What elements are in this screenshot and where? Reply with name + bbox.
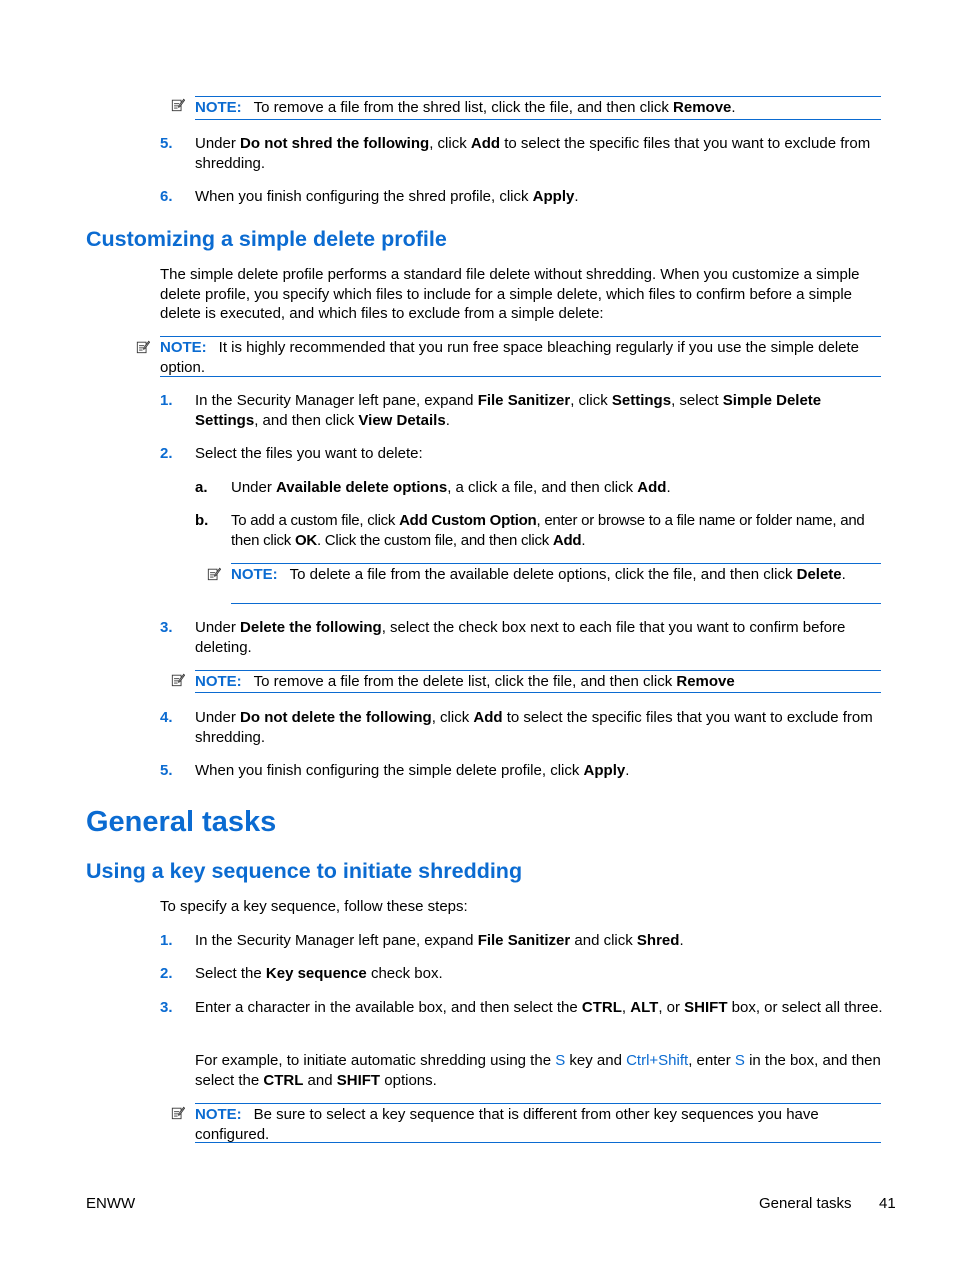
list-number: 4.: [160, 709, 173, 726]
list-number: 2.: [160, 965, 173, 982]
note-icon: [171, 98, 185, 112]
list-item: Under Delete the following, select the check box next to each file that you want to confirm before deleting.: [195, 619, 846, 656]
list-number: 5.: [160, 135, 173, 152]
footer-left: ENWW: [86, 1195, 136, 1212]
list-number: 1.: [160, 392, 173, 409]
note-icon: [207, 567, 221, 581]
list-item: Enter a character in the available box, and then select the CTRL, ALT, or SHIFT box, or select all three.: [195, 999, 883, 1016]
footer-section: General tasks: [759, 1195, 852, 1212]
sublist-letter: a.: [195, 479, 208, 496]
note-icon: [136, 340, 150, 354]
list-number: 1.: [160, 932, 173, 949]
list-number: 3.: [160, 619, 173, 636]
note-label: NOTE:: [195, 99, 242, 116]
chapter-heading: General tasks: [86, 806, 277, 838]
list-item: In the Security Manager left pane, expand File Sanitizer and click Shred.: [195, 932, 684, 949]
section-heading: Customizing a simple delete profile: [86, 227, 447, 251]
list-number: 5.: [160, 762, 173, 779]
sublist-item: To add a custom file, click Add Custom Option, enter or browse to a file name or folder name, and then click OK. Click the custom file, and then click Add.: [231, 512, 865, 549]
page-number: 41: [879, 1195, 896, 1212]
list-item: Under Do not delete the following, click Add to select the specific files that you want to exclude from shredding.: [195, 709, 873, 746]
note-delete-option: NOTE: To delete a file from the available delete options, click the file, and then click Delete.: [231, 563, 881, 604]
paragraph: The simple delete profile performs a standard file delete without shredding. When you customize a simple delete profile, you specify which files to include for a simple delete, which files to confirm before a simple delete is executed, and which files to exclude from a simple delete:: [160, 266, 860, 322]
list-number: 6.: [160, 188, 173, 205]
list-number: 2.: [160, 445, 173, 462]
example-paragraph: For example, to initiate automatic shredding using the S key and Ctrl+Shift, enter S in the box, and then select the CTRL and SHIFT options.: [195, 1052, 881, 1089]
list-item: When you finish configuring the shred profile, click Apply.: [195, 188, 579, 205]
list-item: Select the Key sequence check box.: [195, 965, 443, 982]
section-heading: Using a key sequence to initiate shredding: [86, 859, 523, 883]
list-item: Under Do not shred the following, click Add to select the specific files that you want to exclude from shredding.: [195, 135, 871, 172]
note-key-sequence: NOTE: Be sure to select a key sequence that is different from other key sequences you have configured.: [195, 1103, 881, 1143]
note-free-space: NOTE: It is highly recommended that you run free space bleaching regularly if you use the simple delete option.: [160, 336, 881, 377]
note-icon: [171, 673, 185, 687]
note-remove-delete: NOTE: To remove a file from the delete list, click the file, and then click Remove: [195, 670, 881, 693]
note-icon: [171, 1106, 185, 1120]
note-remove-shred: NOTE: To remove a file from the shred list, click the file, and then click Remove.: [195, 96, 881, 120]
sublist-letter: b.: [195, 512, 209, 529]
paragraph: To specify a key sequence, follow these steps:: [160, 898, 468, 915]
sublist-item: Under Available delete options, a click a file, and then click Add.: [231, 479, 671, 496]
list-number: 3.: [160, 999, 173, 1016]
list-item: In the Security Manager left pane, expand File Sanitizer, click Settings, select Simple Delete Settings, and then click View Details.: [195, 392, 822, 429]
list-item: Select the files you want to delete:: [195, 445, 423, 462]
list-item: When you finish configuring the simple delete profile, click Apply.: [195, 762, 630, 779]
